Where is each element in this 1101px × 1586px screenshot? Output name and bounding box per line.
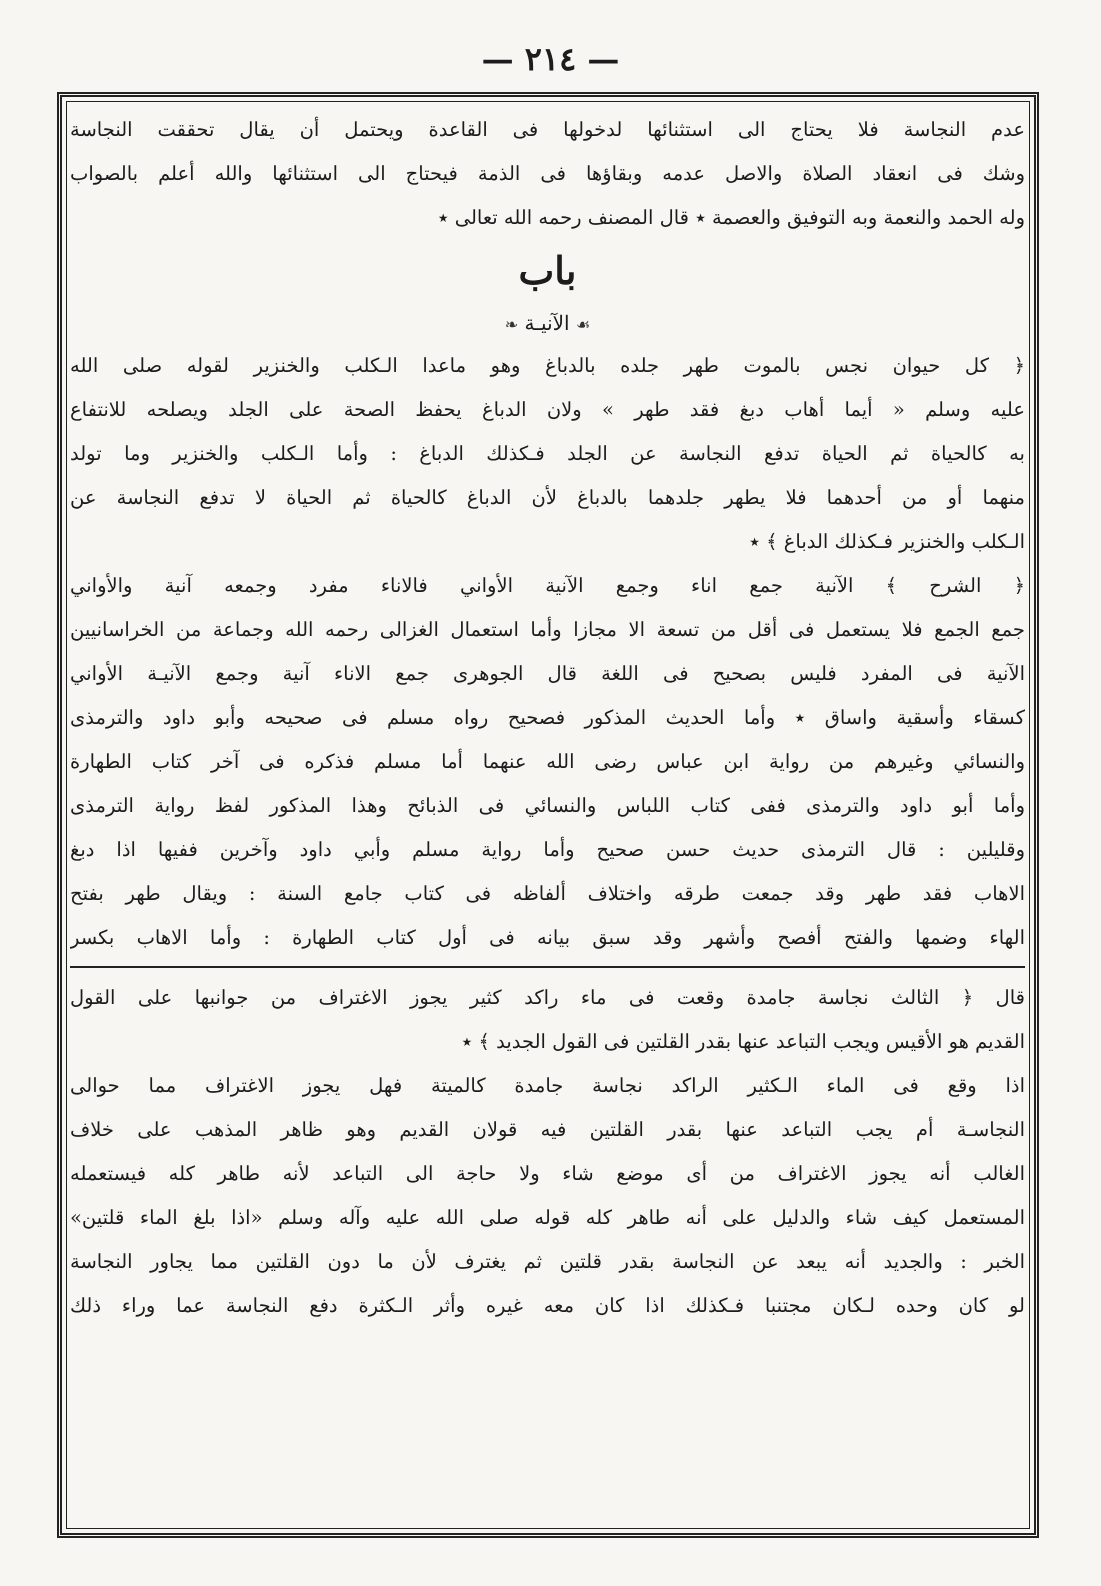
text-line: الغالب أنه يجوز الاغتراف من أى موضع شاء ولا حاجة الى التباعد لأنه طاهر كله فيستعمله [70,1162,1025,1185]
text-line: قال ﴿ الثالث نجاسة جامدة وقعت فى ماء راكد كثير يجوز الاغتراف من جوانبها على القول [70,986,1025,1009]
text-line: اذا وقع فى الماء الـكثير الراكد نجاسة جامدة كالميتة فهل يجوز الاغتراف مما حوالى [70,1074,1025,1097]
text-line: ﴿ الشرح ﴾ الآنية جمع اناء وجمع الآنية الأواني فالاناء مفرد وجمعه آنية والأواني [70,574,1025,597]
text-line: الهاء وضمها والفتح أفصح وأشهر وقد سبق بيانه فى أول كتاب الطهارة : وأما الاهاب بكسر [70,926,1025,949]
text-line: الـكلب والخنزير فـكذلك الدباغ ﴾ ٭ [749,530,1025,553]
ornament-left-icon: ❧ [504,315,519,334]
section-bottom [70,976,1025,1328]
text-line: الخبر : والجديد أنه يبعد عن النجاسة بقدر قلتين ثم يغترف لأن ما دون القلتين مما يجاور النجاسة [70,1250,1025,1273]
text-line: به كالحياة ثم الحياة تدفع النجاسة عن الجلد فـكذلك الدباغ : وأما الـكلب والخنزير وما تولد [70,442,1025,465]
text-line: الاهاب فقد طهر وقد جمعت طرقه واختلاف ألفاظه فى كتاب جامع السنة : ويقال طهر بفتح [70,882,1025,905]
page-number: — ٢١٤ — [481,40,620,78]
page-content [70,108,1025,1328]
ornament-right-icon: ☙ [575,315,591,334]
section-main [70,344,1025,960]
text-line: وله الحمد والنعمة وبه التوفيق والعصمة ٭ قال المصنف رحمه الله تعالى ٭ [437,206,1025,229]
text-line: كسقاء وأسقية واساق ٭ وأما الحديث المذكور فصحيح رواه مسلم فى صحيحه وأبو داود والترمذى [70,706,1025,729]
chapter-title-text: الآنيـة [524,311,570,335]
text-line: عدم النجاسة فلا يحتاج الى استثنائها لدخولها فى القاعدة ويحتمل أن يقال تحققت النجاسة [70,118,1025,141]
text-line: وقليلين : قال الترمذى حديث حسن صحيح وأما رواية مسلم وأبي داود وآخرين ففيها اذا دبغ [70,838,1025,861]
text-line: النجاسـة أم يجب التباعد عنها بقدر القلتين فيه قولان القديم وهو ظاهر المذهب على خلاف [70,1118,1025,1141]
text-line: وأما أبو داود والترمذى ففى كتاب اللباس والنسائي فى الذبائح وهذا المذكور لفظ رواية الترمذى [70,794,1025,817]
text-line: عليه وسلم « أيما أهاب دبغ فقد طهر » ولان الدباغ يحفظ الصحة على الجلد ويصلحه للانتفاع [70,398,1025,421]
text-line: القديم هو الأقيس ويجب التباعد عنها بقدر القلتين فى القول الجديد ﴾ ٭ [461,1030,1025,1053]
text-line: وشك فى انعقاد الصلاة والاصل عدمه وبقاؤها فى الذمة فيحتاج الى استثنائها والله أعلم بالصواب [70,162,1025,185]
text-line: الآنية فى المفرد فليس بصحيح فى اللغة قال الجوهرى جمع الاناء آنية وجمع الآنيـة الأواني [70,662,1025,685]
section-top [70,108,1025,240]
text-line: لو كان وحده لـكان مجتنبا فـكذلك اذا كان معه غيره وأثر الـكثرة دفع النجاسة عما وراء ذلك [70,1294,1025,1317]
text-line: ﴿ كل حيوان نجس بالموت طهر جلده بالدباغ وهو ماعدا الـكلب والخنزير لقوله صلى الله [70,354,1025,377]
chapter-heading: باب [518,248,577,293]
section-divider [70,966,1025,968]
text-line: جمع الجمع فلا يستعمل فى أقل من تسعة الا مجازا وأما استعمال الغزالى رحمه الله وجماعة من الخراسانيين [70,618,1025,641]
text-line: المستعمل كيف شاء والدليل على أنه طاهر كله قوله صلى الله عليه وآله وسلم «اذا بلغ الماء قلتين» [70,1206,1025,1229]
text-line: منهما أو من أحدهما فلا يطهر جلدهما بالدباغ لأن الدباغ كالحياة ثم الحياة لا تدفع النجاسة عن [70,486,1025,509]
text-line: والنسائي وغيرهم من رواية ابن عباس رضى الله عنهما أما مسلم فذكره فى آخر كتاب الطهارة [70,750,1025,773]
chapter-title [70,302,1025,344]
